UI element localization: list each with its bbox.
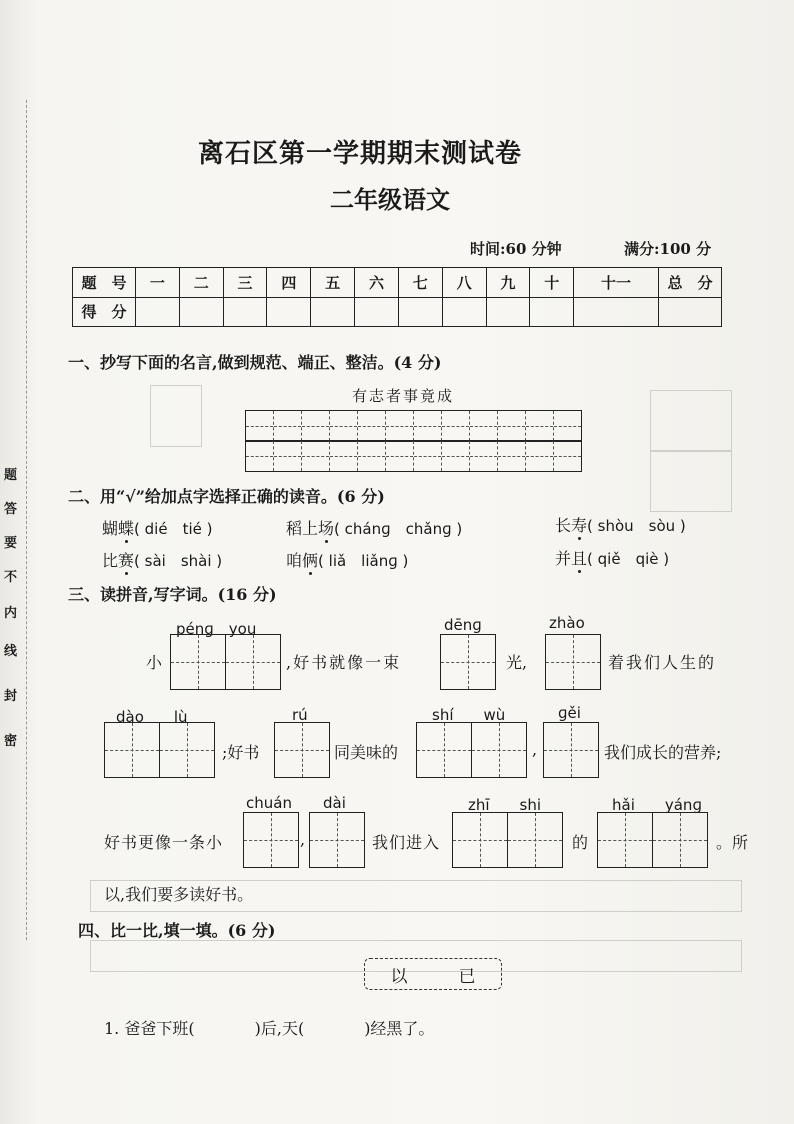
score-table-col: 十: [530, 268, 574, 298]
passage-text: 同美味的: [334, 743, 399, 762]
exam-title: 离石区第一学期期末测试卷: [197, 139, 522, 169]
bleed-through-box: [650, 450, 732, 512]
passage-text: 我们成长的营养;: [604, 743, 722, 762]
question-4-1: 1. 爸爸下班( )后,天( )经黑了。: [104, 1019, 435, 1038]
score-cell[interactable]: [355, 297, 399, 327]
score-cell[interactable]: [486, 297, 530, 327]
word-choice: 已: [458, 966, 476, 987]
score-table-score-row: [73, 297, 722, 327]
pinyin-label: ɡěi: [558, 704, 581, 722]
binding-char: 线: [4, 644, 18, 659]
word-choice: 以: [390, 966, 408, 987]
score-table-col: 七: [398, 268, 442, 298]
score-table-col: 总 分: [659, 268, 722, 298]
pronunciation-item: 比赛( sài shài ): [102, 551, 223, 570]
score-table-col: 二: [179, 268, 223, 298]
pinyin-options[interactable]: ( dié tié ): [134, 520, 213, 538]
pinyin-label: hǎi yánɡ: [612, 796, 702, 814]
section2-heading: 二、用“√”给加点字选择正确的读音。(6 分): [68, 487, 385, 506]
binding-char: 要: [4, 536, 18, 551]
section4-heading: 四、比一比,填一填。(6 分): [78, 921, 276, 940]
passage-text: ,: [300, 830, 306, 849]
section1-heading: 一、抄写下面的名言,做到规范、端正、整洁。(4 分): [68, 353, 442, 372]
score-cell[interactable]: [398, 297, 442, 327]
binding-char: 题: [4, 468, 18, 483]
binding-char: 封: [4, 689, 18, 704]
pinyin-label: zhī shi: [468, 796, 542, 814]
score-table-col: 四: [267, 268, 311, 298]
score-cell[interactable]: [659, 297, 722, 327]
writing-box-shiwu[interactable]: [416, 722, 527, 778]
passage-text: 以,我们要多读好书。: [104, 885, 254, 904]
pinyin-options[interactable]: ( qiě qiè ): [587, 550, 670, 568]
pinyin-label: chuán: [246, 794, 292, 812]
writing-box-ru[interactable]: [274, 722, 330, 778]
writing-box-haiyang[interactable]: [597, 812, 708, 868]
exam-total-score: 满分:100 分: [624, 240, 712, 258]
binding-char: 答: [4, 502, 18, 517]
exam-time: 时间:60 分钟: [470, 240, 562, 258]
bleed-through-box: [650, 390, 732, 452]
writing-box-pengyou[interactable]: [170, 634, 281, 690]
pronunciation-item: 稻上场( chánɡ chǎnɡ ): [286, 519, 463, 538]
pinyin-label: dài: [323, 794, 346, 812]
motto-text: 有志者事竟成: [352, 387, 455, 405]
copy-grid-row-2[interactable]: [245, 440, 582, 472]
score-cell[interactable]: [574, 297, 659, 327]
pronunciation-item: 咱俩( liǎ liǎnɡ ): [286, 551, 409, 570]
pinyin-options[interactable]: ( sài shài ): [134, 552, 223, 570]
binding-margin: [0, 130, 30, 870]
pinyin-label: pénɡ you: [176, 620, 257, 638]
writing-box-zhao[interactable]: [545, 634, 601, 690]
pinyin-options[interactable]: ( chánɡ chǎnɡ ): [334, 520, 463, 538]
score-table-col: 六: [355, 268, 399, 298]
passage-text: 好书更像一条小: [104, 833, 224, 852]
score-cell[interactable]: [179, 297, 223, 327]
passage-text: ,好书就像一束: [286, 653, 402, 672]
score-table-col: 八: [442, 268, 486, 298]
copy-grid-row-1[interactable]: [245, 410, 582, 442]
score-table-col: 一: [136, 268, 180, 298]
score-table-col: 十一: [574, 268, 659, 298]
score-table-col: 五: [311, 268, 355, 298]
score-cell[interactable]: [136, 297, 180, 327]
pronunciation-item: 长寿( shòu sòu ): [555, 516, 686, 535]
writing-box-daolu[interactable]: [104, 722, 215, 778]
writing-box-deng[interactable]: [440, 634, 496, 690]
writing-box-dai[interactable]: [309, 812, 365, 868]
binding-char: 密: [4, 734, 18, 749]
score-table-label: 题 号: [73, 268, 136, 298]
score-table-col: 三: [223, 268, 267, 298]
binding-char: 内: [4, 606, 18, 621]
passage-text: 光,: [506, 653, 528, 672]
pronunciation-item: 并且( qiě qiè ): [555, 549, 670, 568]
pinyin-label: dēnɡ: [444, 616, 482, 634]
writing-box-chuan[interactable]: [243, 812, 299, 868]
bleed-through-box: [150, 385, 202, 447]
score-table: [72, 267, 722, 327]
score-cell[interactable]: [223, 297, 267, 327]
exam-subtitle: 二年级语文: [330, 185, 450, 214]
passage-text: 的: [572, 833, 589, 852]
score-cell[interactable]: [530, 297, 574, 327]
writing-box-zhishi[interactable]: [452, 812, 563, 868]
passage-text: 我们进入: [372, 833, 441, 852]
score-table-col: 九: [486, 268, 530, 298]
passage-text: 小: [146, 653, 163, 672]
passage-text: ;好书: [222, 743, 260, 762]
pinyin-label: rú: [292, 706, 308, 724]
pinyin-label: dào lù: [116, 708, 188, 726]
writing-box-gei[interactable]: [543, 722, 599, 778]
pinyin-label: zhào: [549, 614, 585, 632]
pinyin-options[interactable]: ( liǎ liǎnɡ ): [318, 552, 409, 570]
passage-text: 。所: [716, 833, 749, 852]
score-table-label: 得 分: [73, 297, 136, 327]
score-cell[interactable]: [267, 297, 311, 327]
binding-char: 不: [4, 570, 18, 585]
passage-text: 着我们人生的: [608, 653, 717, 672]
score-cell[interactable]: [311, 297, 355, 327]
passage-text: ,: [532, 740, 538, 759]
pronunciation-item: 蝴蝶( dié tié ): [102, 519, 213, 538]
section3-heading: 三、读拼音,写字词。(16 分): [68, 585, 277, 604]
pinyin-options[interactable]: ( shòu sòu ): [587, 517, 686, 535]
word-choice-box: [364, 958, 502, 990]
score-table-header-row: [73, 268, 722, 298]
score-cell[interactable]: [442, 297, 486, 327]
pinyin-label: shí wù: [432, 706, 506, 724]
